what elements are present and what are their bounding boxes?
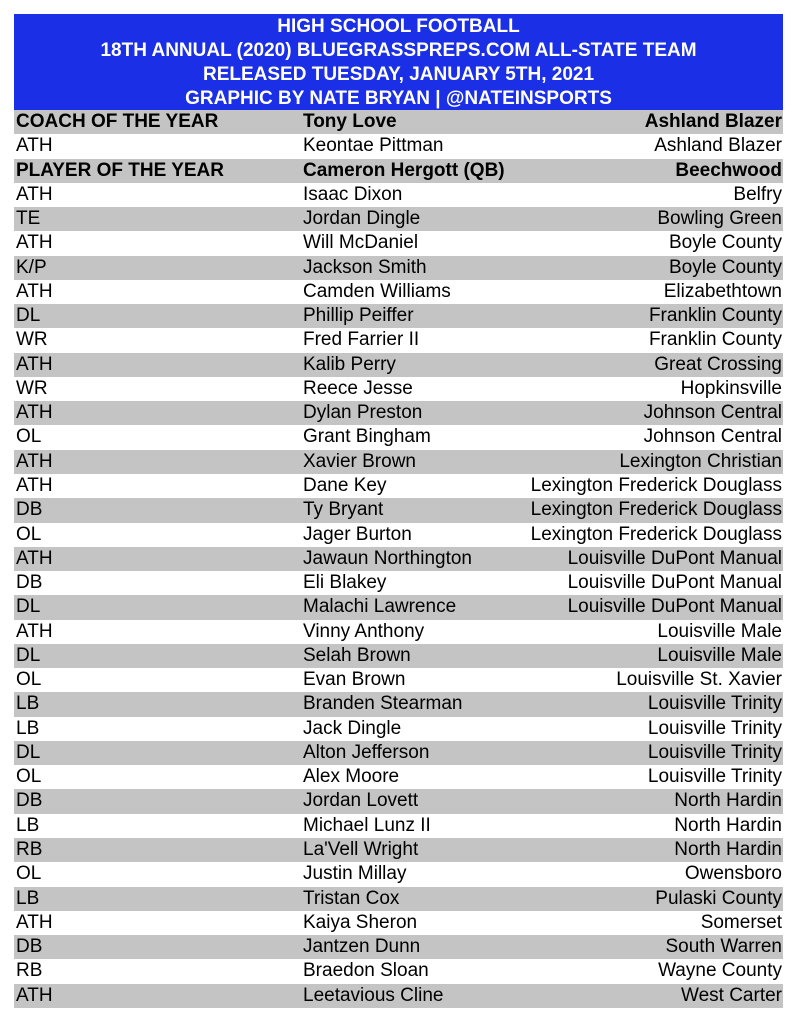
position-cell: RB (16, 960, 43, 982)
school-cell: Lexington Frederick Douglass (530, 523, 782, 545)
school-cell: Great Crossing (654, 353, 782, 375)
name-cell: Jack Dingle (303, 717, 402, 739)
table-row (14, 183, 783, 207)
table-row (14, 838, 783, 862)
position-cell: DL (16, 644, 41, 666)
name-cell: Will McDaniel (303, 232, 419, 254)
table-row (14, 644, 783, 668)
school-cell: North Hardin (674, 814, 782, 836)
table-row (14, 401, 783, 425)
table-row (14, 377, 783, 401)
school-cell: Franklin County (648, 329, 782, 351)
name-cell: Grant Bingham (303, 426, 431, 448)
position-cell: LB (16, 693, 40, 715)
name-cell: Tristan Cox (303, 887, 400, 909)
table-row (14, 474, 783, 498)
position-cell: DL (16, 305, 41, 327)
school-cell: Pulaski County (655, 887, 782, 909)
table-row (14, 765, 783, 789)
name-cell: Dylan Preston (303, 402, 423, 424)
position-cell: LB (16, 717, 40, 739)
school-cell: Louisville Trinity (647, 717, 782, 739)
position-cell: OL (16, 523, 42, 545)
table-row (14, 450, 783, 474)
position-cell: ATH (16, 984, 53, 1006)
table-row (14, 159, 783, 183)
school-cell: Louisville Trinity (647, 693, 782, 715)
position-cell: DB (16, 572, 43, 594)
school-cell: Bowling Green (657, 208, 782, 230)
name-cell: Dane Key (303, 474, 387, 496)
name-cell: Jantzen Dunn (303, 936, 421, 958)
position-cell: DB (16, 790, 43, 812)
position-cell: ATH (16, 135, 53, 157)
position-cell: ATH (16, 280, 53, 302)
position-cell: ATH (16, 474, 53, 496)
table-row (14, 692, 783, 716)
table-row (14, 789, 783, 813)
name-cell: Reece Jesse (303, 377, 413, 399)
name-cell: Vinny Anthony (303, 620, 425, 642)
name-cell: Branden Stearman (303, 693, 463, 715)
school-cell: Louisville Trinity (647, 741, 782, 763)
school-cell: Beechwood (675, 159, 782, 181)
name-cell: Alton Jefferson (303, 741, 430, 763)
school-cell: Louisville Trinity (647, 766, 782, 788)
school-cell: Boyle County (668, 256, 782, 278)
position-cell: LB (16, 814, 40, 836)
name-cell: Xavier Brown (303, 450, 416, 472)
header-credit: GRAPHIC BY NATE BRYAN | @NATEINSPORTS (185, 88, 612, 109)
name-cell: Phillip Peiffer (303, 305, 414, 327)
position-cell: DB (16, 499, 43, 521)
table-row (14, 741, 783, 765)
position-cell: ATH (16, 353, 53, 375)
table-row (14, 717, 783, 741)
school-cell: Boyle County (668, 232, 782, 254)
all-state-team-sheet (14, 14, 783, 1008)
school-cell: Lexington Frederick Douglass (530, 499, 782, 521)
table-row (14, 984, 783, 1008)
table-row (14, 595, 783, 619)
school-cell: North Hardin (674, 838, 782, 860)
school-cell: Louisville DuPont Manual (567, 572, 782, 594)
position-cell: RB (16, 838, 43, 860)
table-row (14, 498, 783, 522)
table-row (14, 110, 783, 134)
name-cell: Justin Millay (303, 863, 407, 885)
name-cell: Cameron Hergott (QB) (303, 159, 505, 181)
table-row (14, 523, 783, 547)
school-cell: Louisville DuPont Manual (567, 547, 782, 569)
name-cell: Ty Bryant (303, 499, 384, 521)
name-cell: Jawaun Northington (303, 547, 472, 569)
position-cell: PLAYER OF THE YEAR (16, 159, 224, 181)
position-cell: OL (16, 863, 42, 885)
table-row (14, 207, 783, 231)
header-subtitle: 18TH ANNUAL (2020) BLUEGRASSPREPS.COM ALL-STATE TEAM (100, 40, 697, 61)
school-cell: Johnson Central (643, 426, 782, 448)
name-cell: Selah Brown (303, 644, 411, 666)
school-cell: Somerset (700, 911, 782, 933)
name-cell: Jordan Dingle (303, 208, 421, 230)
school-cell: Louisville DuPont Manual (567, 596, 782, 618)
table-row (14, 280, 783, 304)
name-cell: Keontae Pittman (303, 135, 444, 157)
school-cell: Lexington Christian (619, 450, 782, 472)
header-release-date: RELEASED TUESDAY, JANUARY 5TH, 2021 (202, 64, 595, 85)
position-cell: ATH (16, 183, 53, 205)
name-cell: La'Vell Wright (303, 838, 419, 860)
position-cell: OL (16, 426, 42, 448)
table-row (14, 814, 783, 838)
table-row (14, 256, 783, 280)
school-cell: Wayne County (658, 960, 782, 982)
table-row (14, 571, 783, 595)
name-cell: Malachi Lawrence (303, 596, 457, 618)
position-cell: ATH (16, 547, 53, 569)
name-cell: Tony Love (303, 111, 397, 132)
position-cell: ATH (16, 911, 53, 933)
table-row (14, 231, 783, 255)
position-cell: ATH (16, 402, 53, 424)
table-row (14, 887, 783, 911)
table-row (14, 328, 783, 352)
table-row (14, 911, 783, 935)
table-row (14, 959, 783, 983)
school-cell: Lexington Frederick Douglass (530, 474, 782, 496)
school-cell: West Carter (680, 984, 782, 1006)
school-cell: Belfry (733, 183, 782, 205)
position-cell: DL (16, 596, 41, 618)
table-row (14, 668, 783, 692)
position-cell: OL (16, 669, 42, 691)
school-cell: Ashland Blazer (644, 111, 782, 132)
school-cell: Ashland Blazer (654, 135, 782, 157)
position-cell: WR (16, 329, 48, 351)
school-cell: Elizabethtown (663, 280, 782, 302)
table-row (14, 862, 783, 886)
table-row (14, 304, 783, 328)
school-cell: Franklin County (648, 305, 782, 327)
table-row (14, 353, 783, 377)
position-cell: ATH (16, 450, 53, 472)
name-cell: Leetavious Cline (303, 984, 444, 1006)
table-row (14, 620, 783, 644)
header-title: HIGH SCHOOL FOOTBALL (277, 16, 520, 37)
name-cell: Eli Blakey (303, 572, 387, 594)
name-cell: Kalib Perry (303, 353, 396, 375)
school-cell: Louisville Male (657, 644, 782, 666)
header-banner (14, 14, 783, 110)
table-row (14, 425, 783, 449)
table-row (14, 134, 783, 158)
team-table (14, 110, 783, 1008)
name-cell: Camden Williams (303, 280, 451, 302)
position-cell: ATH (16, 620, 53, 642)
position-cell: ATH (16, 232, 53, 254)
name-cell: Jager Burton (303, 523, 412, 545)
name-cell: Isaac Dixon (303, 183, 403, 205)
table-row (14, 935, 783, 959)
name-cell: Evan Brown (303, 669, 406, 691)
name-cell: Michael Lunz II (303, 814, 431, 836)
position-cell: WR (16, 377, 48, 399)
position-cell: DL (16, 741, 41, 763)
name-cell: Jackson Smith (303, 256, 427, 278)
school-cell: Louisville Male (657, 620, 782, 642)
name-cell: Kaiya Sheron (303, 911, 418, 933)
name-cell: Braedon Sloan (303, 960, 429, 982)
position-cell: OL (16, 766, 42, 788)
school-cell: Johnson Central (643, 402, 782, 424)
school-cell: Owensboro (684, 863, 782, 885)
position-cell: TE (16, 208, 41, 230)
name-cell: Jordan Lovett (303, 790, 419, 812)
table-row (14, 547, 783, 571)
name-cell: Fred Farrier II (303, 329, 420, 351)
school-cell: Louisville St. Xavier (616, 669, 782, 691)
name-cell: Alex Moore (303, 766, 400, 788)
school-cell: North Hardin (674, 790, 782, 812)
school-cell: Hopkinsville (680, 377, 782, 399)
position-cell: LB (16, 887, 40, 909)
position-cell: DB (16, 936, 43, 958)
position-cell: K/P (16, 256, 47, 278)
school-cell: South Warren (665, 936, 782, 958)
position-cell: COACH OF THE YEAR (16, 111, 219, 132)
